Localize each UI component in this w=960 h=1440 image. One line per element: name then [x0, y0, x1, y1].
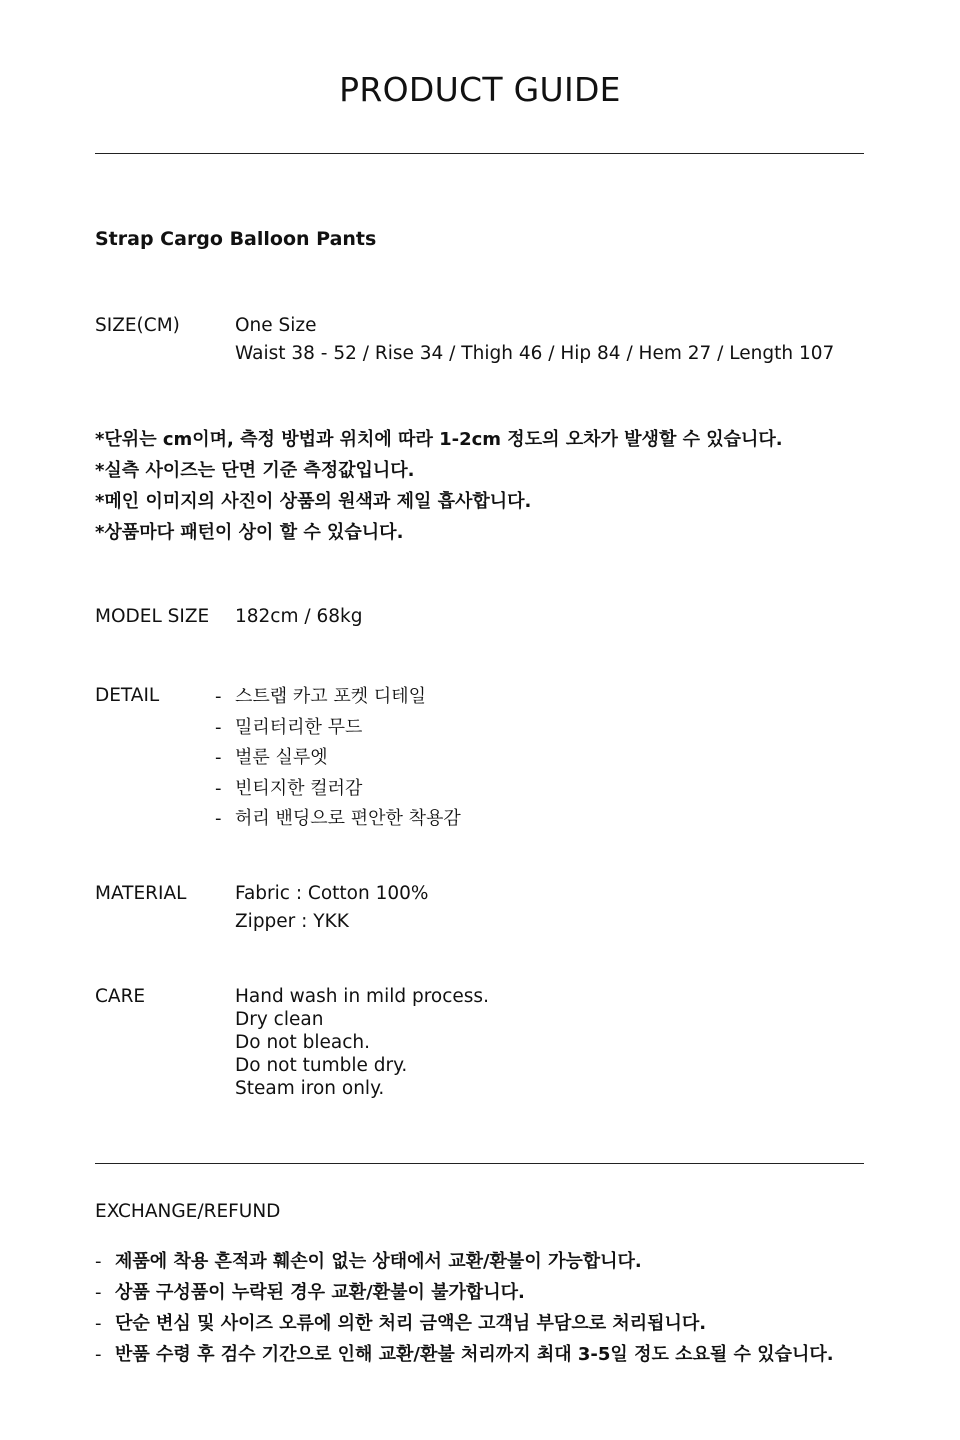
list-item — [215, 743, 461, 774]
care-label: CARE — [95, 986, 146, 1007]
detail-item-text: 벌룬 실루엣 — [235, 747, 328, 768]
detail-item-text: 밀리터리한 무드 — [235, 716, 363, 738]
exchange-item-text: 제품에 착용 흔적과 훼손이 없는 상태에서 교환/환불이 가능합니다. — [115, 1251, 642, 1272]
bullet-dash: - — [215, 777, 222, 799]
care-line: Do not tumble dry. — [235, 1055, 408, 1076]
exchange-refund-list — [95, 1246, 834, 1370]
model-size-label: MODEL SIZE — [95, 606, 210, 627]
detail-item-text: 스트랩 카고 포켓 디테일 — [235, 686, 427, 707]
material-line: Zipper : YKK — [235, 911, 349, 932]
bottom-divider — [95, 1163, 864, 1164]
list-item — [95, 1277, 834, 1308]
bullet-dash: - — [95, 1251, 102, 1272]
detail-list — [215, 682, 461, 835]
material-line: Fabric : Cotton 100% — [235, 883, 429, 904]
bullet-dash: - — [215, 747, 222, 768]
note-line: *메인 이미지의 사진이 상품의 원색과 제일 흡사합니다. — [95, 491, 532, 512]
list-item — [215, 682, 461, 713]
bullet-dash: - — [215, 686, 222, 707]
care-value — [235, 985, 489, 1100]
note-line: *실측 사이즈는 단면 기준 측정값입니다. — [95, 460, 415, 481]
list-item — [215, 804, 461, 835]
bullet-dash: - — [95, 1344, 102, 1365]
size-line: Waist 38 - 52 / Rise 34 / Thigh 46 / Hip 84 / Hem 27 / Length 107 — [235, 343, 835, 364]
exchange-item-text: 상품 구성품이 누락된 경우 교환/환불이 불가합니다. — [115, 1282, 525, 1303]
note-line: *단위는 cm이며, 측정 방법과 위치에 따라 1-2cm 정도의 오차가 발생할 수 있습니다. — [95, 429, 783, 450]
top-divider — [95, 153, 864, 154]
list-item — [215, 774, 461, 805]
detail-item-text: 허리 밴딩으로 편안한 착용감 — [235, 808, 461, 829]
bullet-dash: - — [95, 1282, 102, 1303]
bullet-dash: - — [215, 808, 222, 829]
note-line: *상품마다 패턴이 상이 할 수 있습니다. — [95, 522, 404, 543]
detail-item-text: 빈티지한 컬러감 — [235, 777, 363, 799]
size-value — [235, 312, 834, 368]
bullet-dash: - — [215, 716, 222, 738]
material-value — [235, 880, 429, 936]
list-item — [95, 1308, 834, 1339]
bullet-dash: - — [95, 1313, 102, 1334]
size-line: One Size — [235, 315, 317, 336]
list-item — [95, 1246, 834, 1277]
list-item — [95, 1339, 834, 1370]
list-item — [215, 713, 461, 744]
care-line: Do not bleach. — [235, 1032, 371, 1053]
material-label: MATERIAL — [95, 883, 187, 904]
exchange-item-text: 단순 변심 및 사이즈 오류에 의한 처리 금액은 고객님 부담으로 처리됩니다. — [115, 1313, 707, 1334]
exchange-refund-label: EXCHANGE/REFUND — [95, 1201, 281, 1222]
model-size-value: 182cm / 68kg — [235, 606, 363, 627]
size-notes — [95, 424, 783, 548]
page-title: PRODUCT GUIDE — [339, 70, 621, 109]
detail-label: DETAIL — [95, 685, 160, 706]
care-line: Dry clean — [235, 1009, 324, 1030]
exchange-item-text: 반품 수령 후 검수 기간으로 인해 교환/환불 처리까지 최대 3-5일 정도 소요될 수 있습니다. — [115, 1344, 834, 1365]
care-line: Steam iron only. — [235, 1078, 385, 1099]
care-line: Hand wash in mild process. — [235, 986, 489, 1007]
size-label: SIZE(CM) — [95, 315, 180, 336]
product-name: Strap Cargo Balloon Pants — [95, 228, 377, 250]
